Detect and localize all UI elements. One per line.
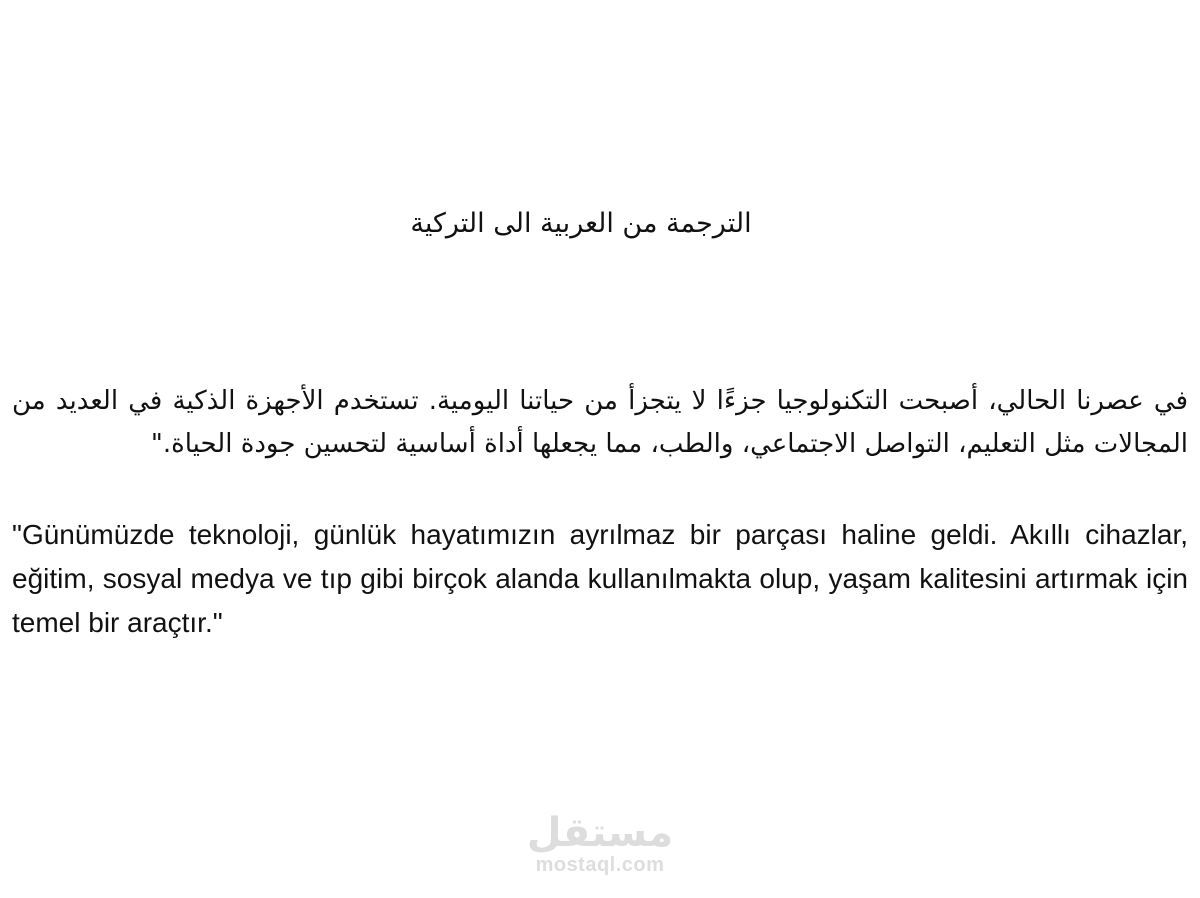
watermark-domain-text: mostaql.com (535, 854, 665, 876)
turkish-paragraph: "Günümüzde teknoloji, günlük hayatımızın ayrılmaz bir parçası haline geldi. Akıllı cihazlar, eğitim, sosyal medya ve tıp gibi birçok alanda kullanılmakta olup, yaşam kalitesini artırmak için temel bir araçtır." (12, 519, 1188, 638)
arabic-paragraph: في عصرنا الحالي، أصبحت التكنولوجيا جزءًا لا يتجزأ من حياتنا اليومية. تستخدم الأجهزة الذكية في العديد من المجالات مثل التعليم، التواصل الاجتماعي، والطب، مما يجعلها أداة أساسية لتحسين جودة الحياة." (12, 386, 1188, 459)
document-title: الترجمة من العربية الى التركية (410, 208, 752, 239)
watermark-arabic-text: مستقل (526, 810, 674, 856)
mostaql-watermark-logo (520, 812, 680, 876)
